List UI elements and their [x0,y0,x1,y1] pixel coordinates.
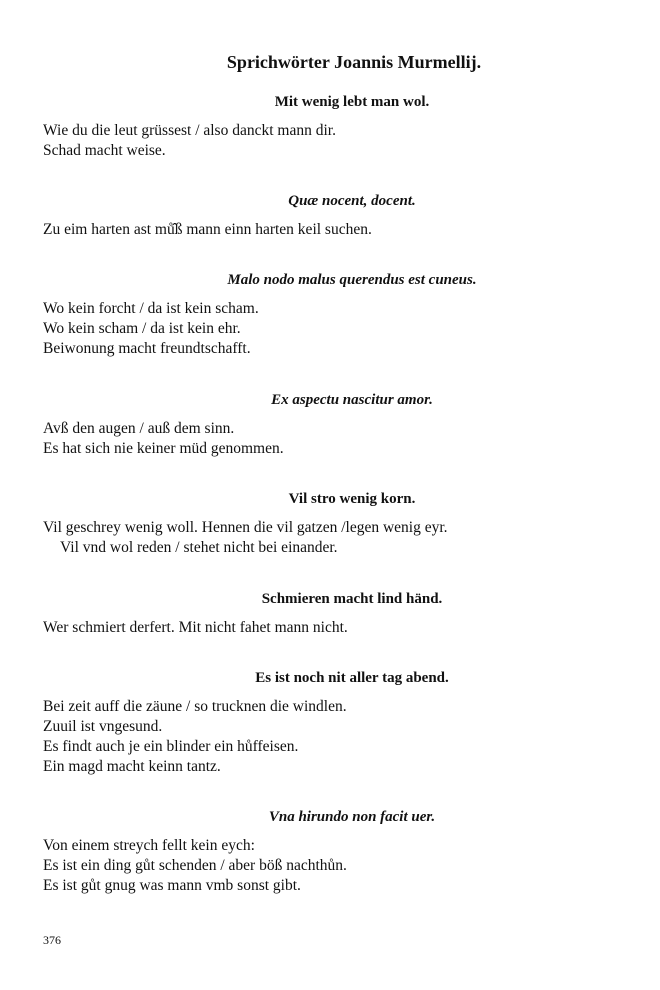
section-heading: Es ist noch nit aller tag abend. [255,670,449,686]
section-heading: Schmieren macht lind händ. [261,591,443,607]
section-heading: Ex aspectu nascitur amor. [271,392,433,408]
proverb-line: Bei zeit auff die zäune / so trucknen die windlen. [43,698,347,715]
proverb-line: Zu eim harten ast mů̂ß mann einn harten keil suchen. [43,221,372,238]
proverb-line: Vil vnd wol reden / stehet nicht bei einander. [60,539,338,556]
proverb-line: Wer schmiert derfert. Mit nicht fahet mann nicht. [43,619,348,636]
proverb-section-3 [43,270,633,359]
proverb-line: Wo kein forcht / da ist kein scham. [43,300,259,317]
proverb-line: Wie du die leut grüssest / also danckt mann dir. [43,122,336,139]
proverb-line: Avß den augen / auß dem sinn. [43,420,235,437]
section-heading: Vna hirundo non facit uer. [268,809,436,825]
proverb-section-6 [43,589,633,638]
proverb-section-2 [43,191,633,240]
proverb-line: Ein magd macht keinn tantz. [43,758,221,775]
section-heading: Vil stro wenig korn. [288,491,416,507]
section-heading: Malo nodo malus querendus est cuneus. [227,272,477,288]
proverb-line: Wo kein scham / da ist kein ehr. [43,320,241,337]
proverb-line: Es ist gůt gnug was mann vmb sonst gibt. [43,877,301,894]
page-title: Sprichwörter Joannis Murmellij. [226,52,482,72]
section-heading: Mit wenig lebt man wol. [274,94,430,110]
proverb-section-4 [43,390,633,459]
proverb-line: Von einem streych fellt kein eych: [43,837,255,854]
proverb-line: Beiwonung macht freundtschafft. [43,340,251,357]
proverb-section-8 [43,807,633,896]
proverb-line: Zuuil ist vngesund. [43,718,163,735]
proverb-section-1 [43,92,633,161]
proverb-line: Es hat sich nie keiner müd genommen. [43,440,284,457]
section-heading: Quæ nocent, docent. [288,193,416,209]
proverb-line: Schad macht weise. [43,142,166,159]
proverb-section-5 [43,489,633,558]
proverb-line: Es ist ein ding gůt schenden / aber böß nachthůn. [43,857,347,874]
proverb-line: Vil geschrey wenig woll. Hennen die vil gatzen /legen wenig eyr. [43,519,448,536]
proverb-line: Es findt auch je ein blinder ein hůffeisen. [43,738,299,755]
page-number: 376 [43,933,61,947]
proverb-section-7 [43,668,633,777]
